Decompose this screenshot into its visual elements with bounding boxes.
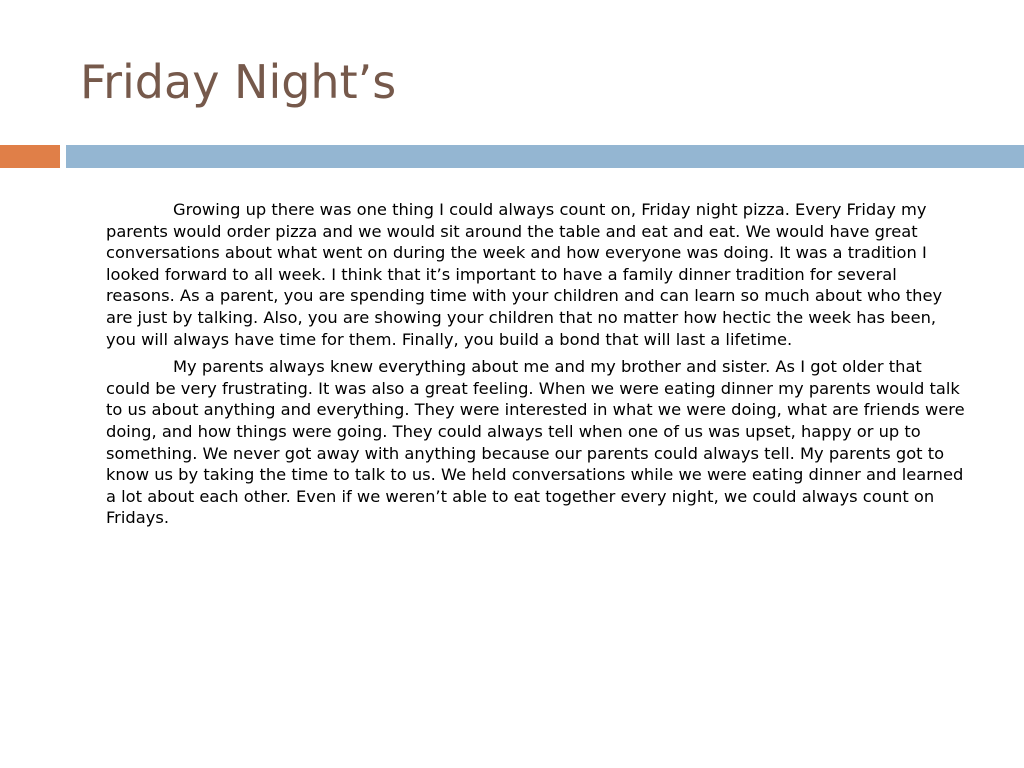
title-accent-bar-blue [66,145,1024,168]
title-accent-bar-orange [0,145,60,168]
body-paragraph-1: Growing up there was one thing I could always count on, Friday night pizza. Every Friday my parents would order pizza and we would sit around the table and eat and eat. We would have great conversations about what went on during the week and how everyone was doing. It was a tradition I looked forward to all week. I think that it’s important to have a family dinner tradition for several reasons. As a parent, you are spending time with your children and can learn so much about who they are just by talking. Also, you are showing your children that no matter how hectic the week has been, you will always have time for them. Finally, you build a bond that will last a lifetime. [106,200,943,349]
body-paragraph-2: My parents always knew everything about me and my brother and sister. As I got older that could be very frustrating. It was also a great feeling. When we were eating dinner my parents would talk to us about anything and everything. They were interested in what we were doing, what are friends were doing, and how things were going. They could always tell when one of us was upset, happy or up to something. We never got away with anything because our parents could always tell. My parents got to know us by taking the time to talk to us. We held conversations while we were eating dinner and learned a lot about each other. Even if we weren’t able to eat together every night, we could always count on Fridays. [106,357,965,528]
slide-body [106,199,966,535]
slide-title: Friday Night’s [80,55,397,109]
